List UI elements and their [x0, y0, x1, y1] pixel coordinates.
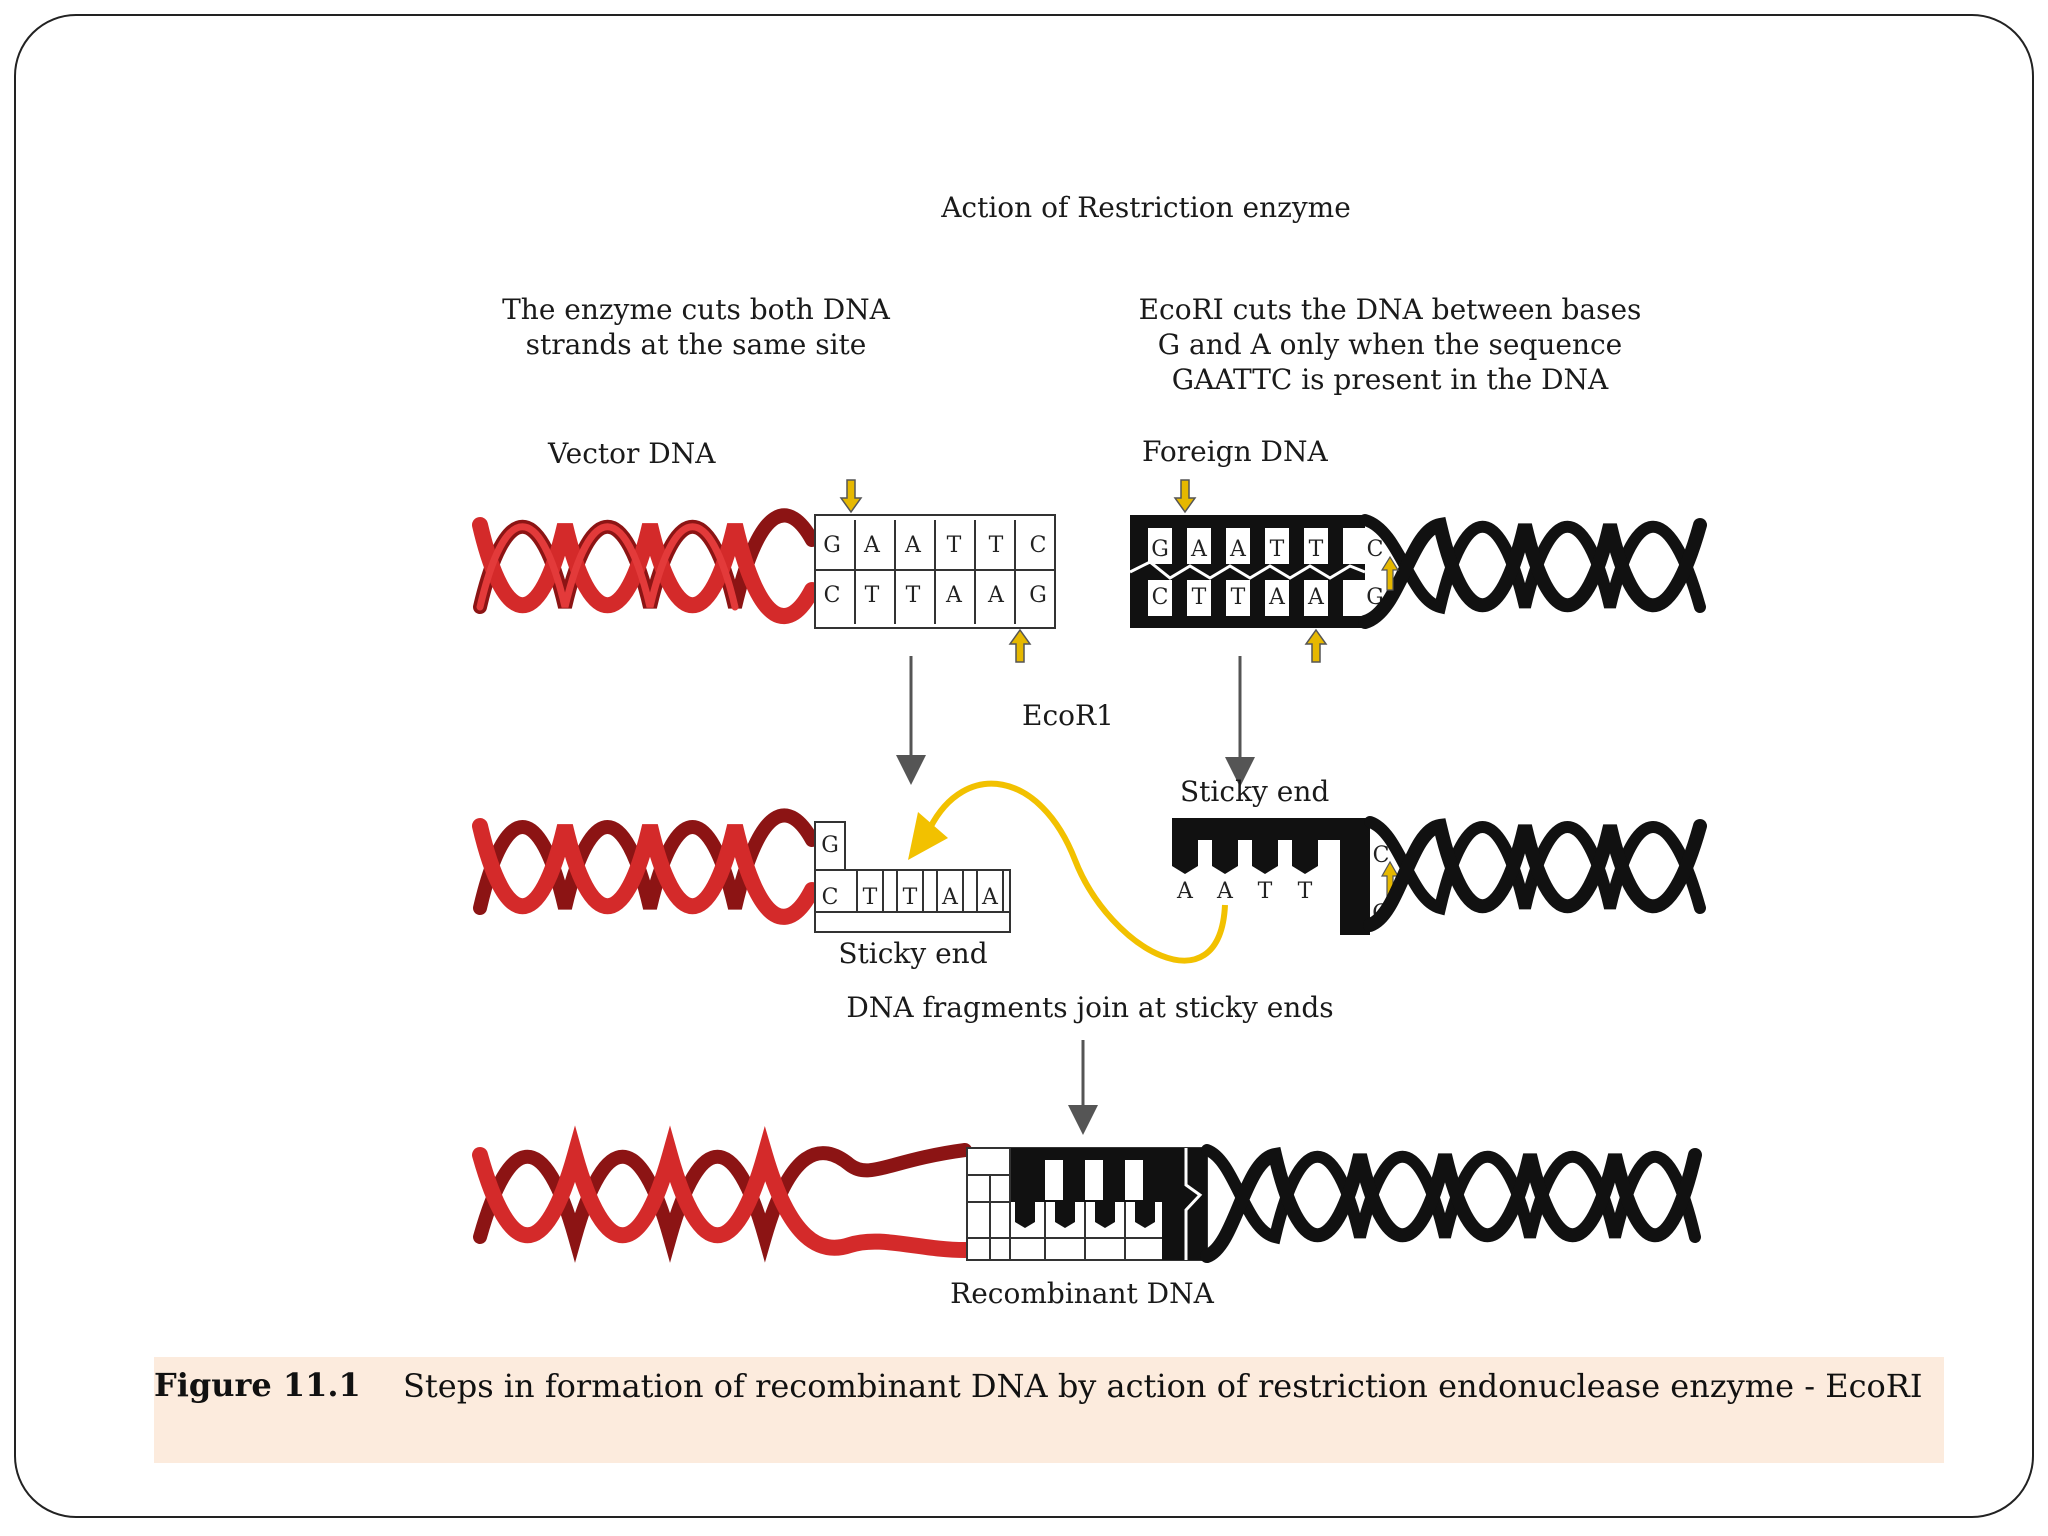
vector-bottom-base-1: C — [823, 583, 841, 608]
join-arrow-head — [908, 812, 948, 860]
sticky-end-label-left: Sticky end — [838, 937, 988, 970]
figure-number: Figure 11.1 — [154, 1366, 361, 1404]
vector-top-base-3: A — [905, 533, 921, 558]
sticky-end-label-right: Sticky end — [1180, 775, 1330, 808]
note-right-line-1: EcoRI cuts the DNA between bases — [1138, 293, 1642, 326]
foreign-bottom-base-1: C — [1151, 585, 1169, 610]
figure-caption-text: Steps in formation of recombinant DNA by action of restriction endonuclease enzyme - EcoRI — [403, 1367, 1923, 1405]
vector-sticky-bottom-base-4: A — [942, 885, 958, 910]
foreign-dna-row2 — [1172, 818, 1700, 935]
note-left-line-2: strands at the same site — [525, 328, 867, 361]
vector-dna-row1 — [480, 480, 1055, 662]
vector-bottom-base-6: G — [1029, 583, 1047, 608]
foreign-bottom-base-5: A — [1308, 585, 1324, 610]
foreign-bottom-base-2: T — [1191, 585, 1207, 610]
foreign-end-top-base: C — [1372, 843, 1390, 868]
vector-bottom-base-5: A — [988, 583, 1004, 608]
foreign-dna-label: Foreign DNA — [1142, 435, 1328, 468]
vector-sticky-bottom-base-2: T — [862, 885, 878, 910]
vector-top-base-1: G — [823, 533, 841, 558]
recombinant-dna-label: Recombinant DNA — [950, 1277, 1214, 1310]
note-right-line-3: GAATTC is present in the DNA — [1171, 363, 1609, 396]
foreign-sticky-base-4: T — [1297, 879, 1313, 904]
vector-bottom-base-2: T — [864, 583, 880, 608]
foreign-sticky-base-1: A — [1177, 879, 1193, 904]
cut-arrow-foreign-bottom — [1306, 630, 1326, 662]
foreign-bottom-base-4: A — [1269, 585, 1285, 610]
vector-bottom-base-4: A — [946, 583, 962, 608]
recombinant-dna — [480, 1148, 1695, 1260]
vector-dna-label: Vector DNA — [548, 437, 716, 470]
foreign-dna-row1 — [1130, 480, 1700, 662]
black-helix-row1 — [1365, 520, 1700, 622]
diagram-title: Action of Restriction enzyme — [941, 191, 1351, 224]
cut-arrow-vector-bottom — [1010, 630, 1030, 662]
vector-top-base-2: A — [864, 533, 880, 558]
foreign-sticky-base-3: T — [1257, 879, 1273, 904]
foreign-top-base-4: T — [1269, 537, 1285, 562]
foreign-top-base-2: A — [1191, 537, 1207, 562]
foreign-sticky-base-2: A — [1217, 879, 1233, 904]
note-right — [1110, 292, 1670, 397]
join-label: DNA fragments join at sticky ends — [846, 991, 1334, 1024]
foreign-bottom-base-6: G — [1366, 585, 1384, 610]
vector-top-base-6: C — [1029, 533, 1047, 558]
vector-top-base-5: T — [988, 533, 1004, 558]
cut-arrow-vector-top — [841, 480, 861, 512]
red-helix-row1 — [480, 515, 812, 616]
vector-sticky-bottom-base-5: A — [982, 885, 998, 910]
vector-sticky-top-base-1: G — [821, 833, 839, 858]
vector-bottom-base-3: T — [905, 583, 921, 608]
foreign-bottom-base-3: T — [1230, 585, 1246, 610]
black-helix-row2 — [1370, 822, 1700, 925]
foreign-top-base-5: T — [1308, 537, 1324, 562]
foreign-top-base-6: C — [1366, 537, 1384, 562]
vector-sticky-bottom-base-3: T — [902, 885, 918, 910]
note-left-line-1: The enzyme cuts both DNA — [502, 293, 890, 326]
black-helix-row3 — [1207, 1150, 1695, 1256]
foreign-end-bottom-base: G — [1372, 901, 1390, 926]
cut-arrow-foreign-top — [1175, 480, 1195, 512]
vector-sticky-bottom-base-1: C — [821, 885, 839, 910]
enzyme-label: EcoR1 — [1022, 699, 1114, 732]
note-left — [476, 292, 916, 362]
foreign-top-base-1: G — [1151, 537, 1169, 562]
note-right-line-2: G and A only when the sequence — [1157, 328, 1623, 361]
vector-top-base-4: T — [946, 533, 962, 558]
foreign-top-base-3: A — [1230, 537, 1246, 562]
